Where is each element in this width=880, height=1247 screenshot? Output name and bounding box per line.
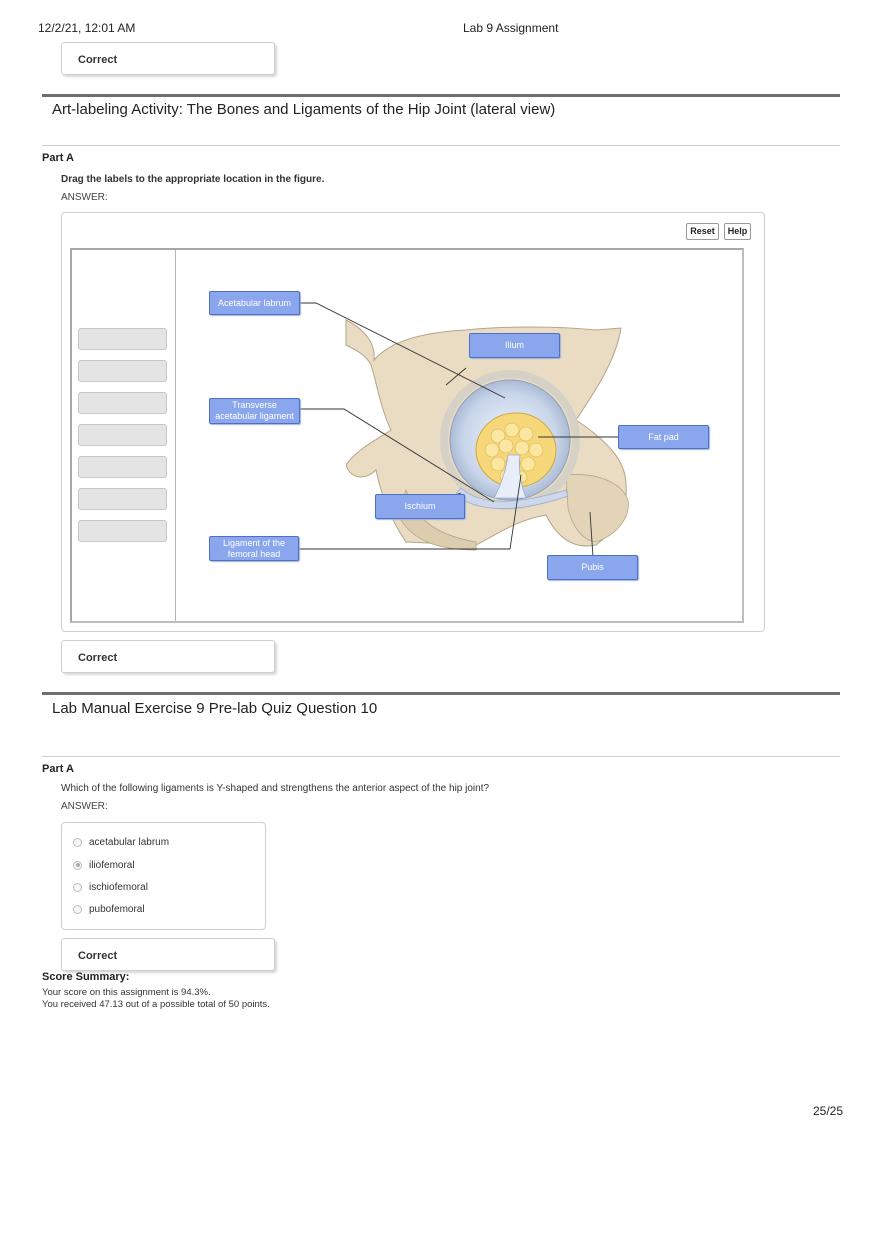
page-number: 25/25 bbox=[813, 1104, 844, 1118]
quiz-option[interactable] bbox=[73, 835, 169, 849]
title-divider bbox=[42, 145, 840, 146]
label-slot[interactable] bbox=[78, 520, 167, 542]
print-title: Lab 9 Assignment bbox=[463, 21, 559, 35]
option-label: ischiofemoral bbox=[89, 881, 148, 893]
section-divider bbox=[42, 94, 840, 97]
option-label: acetabular labrum bbox=[89, 836, 170, 848]
reset-button[interactable]: Reset bbox=[686, 223, 719, 240]
activity-instruction: Drag the labels to the appropriate location in the figure. bbox=[61, 174, 325, 185]
label-transverse-acetabular-ligament[interactable]: Transverse acetabular ligament bbox=[209, 398, 300, 424]
quiz-option-selected[interactable] bbox=[73, 858, 135, 872]
section-divider bbox=[42, 692, 840, 695]
label-slot[interactable] bbox=[78, 360, 167, 382]
label-ligament-of-femoral-head[interactable]: Ligament of the femoral head bbox=[209, 536, 299, 561]
radio-button[interactable] bbox=[73, 883, 82, 892]
option-label: iliofemoral bbox=[89, 859, 135, 871]
activity-answer-label: ANSWER: bbox=[61, 192, 108, 203]
score-points-line: You received 47.13 out of a possible total of 50 points. bbox=[42, 999, 270, 1010]
radio-button[interactable] bbox=[73, 905, 82, 914]
help-button[interactable]: Help bbox=[724, 223, 751, 240]
feedback-correct-middle: Correct bbox=[61, 640, 275, 673]
quiz-title: Lab Manual Exercise 9 Pre-lab Quiz Question 10 bbox=[52, 700, 378, 717]
activity-title: Art-labeling Activity: The Bones and Ligaments of the Hip Joint (lateral view) bbox=[52, 101, 556, 118]
radio-button-selected[interactable] bbox=[73, 861, 82, 870]
quiz-part-label: Part A bbox=[42, 763, 74, 775]
label-slot[interactable] bbox=[78, 488, 167, 510]
feedback-correct-bottom: Correct bbox=[61, 938, 275, 971]
label-slot[interactable] bbox=[78, 424, 167, 446]
quiz-option[interactable] bbox=[73, 880, 148, 894]
quiz-option[interactable] bbox=[73, 902, 145, 916]
label-slot[interactable] bbox=[78, 456, 167, 478]
score-summary-title: Score Summary: bbox=[42, 971, 130, 983]
label-slot[interactable] bbox=[78, 392, 167, 414]
feedback-correct-top: Correct bbox=[61, 42, 275, 75]
label-ischium[interactable]: Ischium bbox=[375, 494, 465, 519]
label-pubis[interactable]: Pubis bbox=[547, 555, 638, 580]
label-acetabular-labrum[interactable]: Acetabular labrum bbox=[209, 291, 300, 315]
print-datetime: 12/2/21, 12:01 AM bbox=[38, 21, 136, 35]
quiz-question: Which of the following ligaments is Y-shaped and strengthens the anterior aspect of the hip joint? bbox=[61, 783, 490, 794]
activity-part-label: Part A bbox=[42, 152, 74, 164]
radio-button[interactable] bbox=[73, 838, 82, 847]
quiz-answer-label: ANSWER: bbox=[61, 801, 108, 812]
title-divider bbox=[42, 756, 840, 757]
option-label: pubofemoral bbox=[89, 903, 145, 915]
label-slot[interactable] bbox=[78, 328, 167, 350]
label-fat-pad[interactable]: Fat pad bbox=[618, 425, 709, 449]
label-ilium[interactable]: Ilium bbox=[469, 333, 560, 358]
score-percent-line: Your score on this assignment is 94.3%. bbox=[42, 987, 211, 998]
